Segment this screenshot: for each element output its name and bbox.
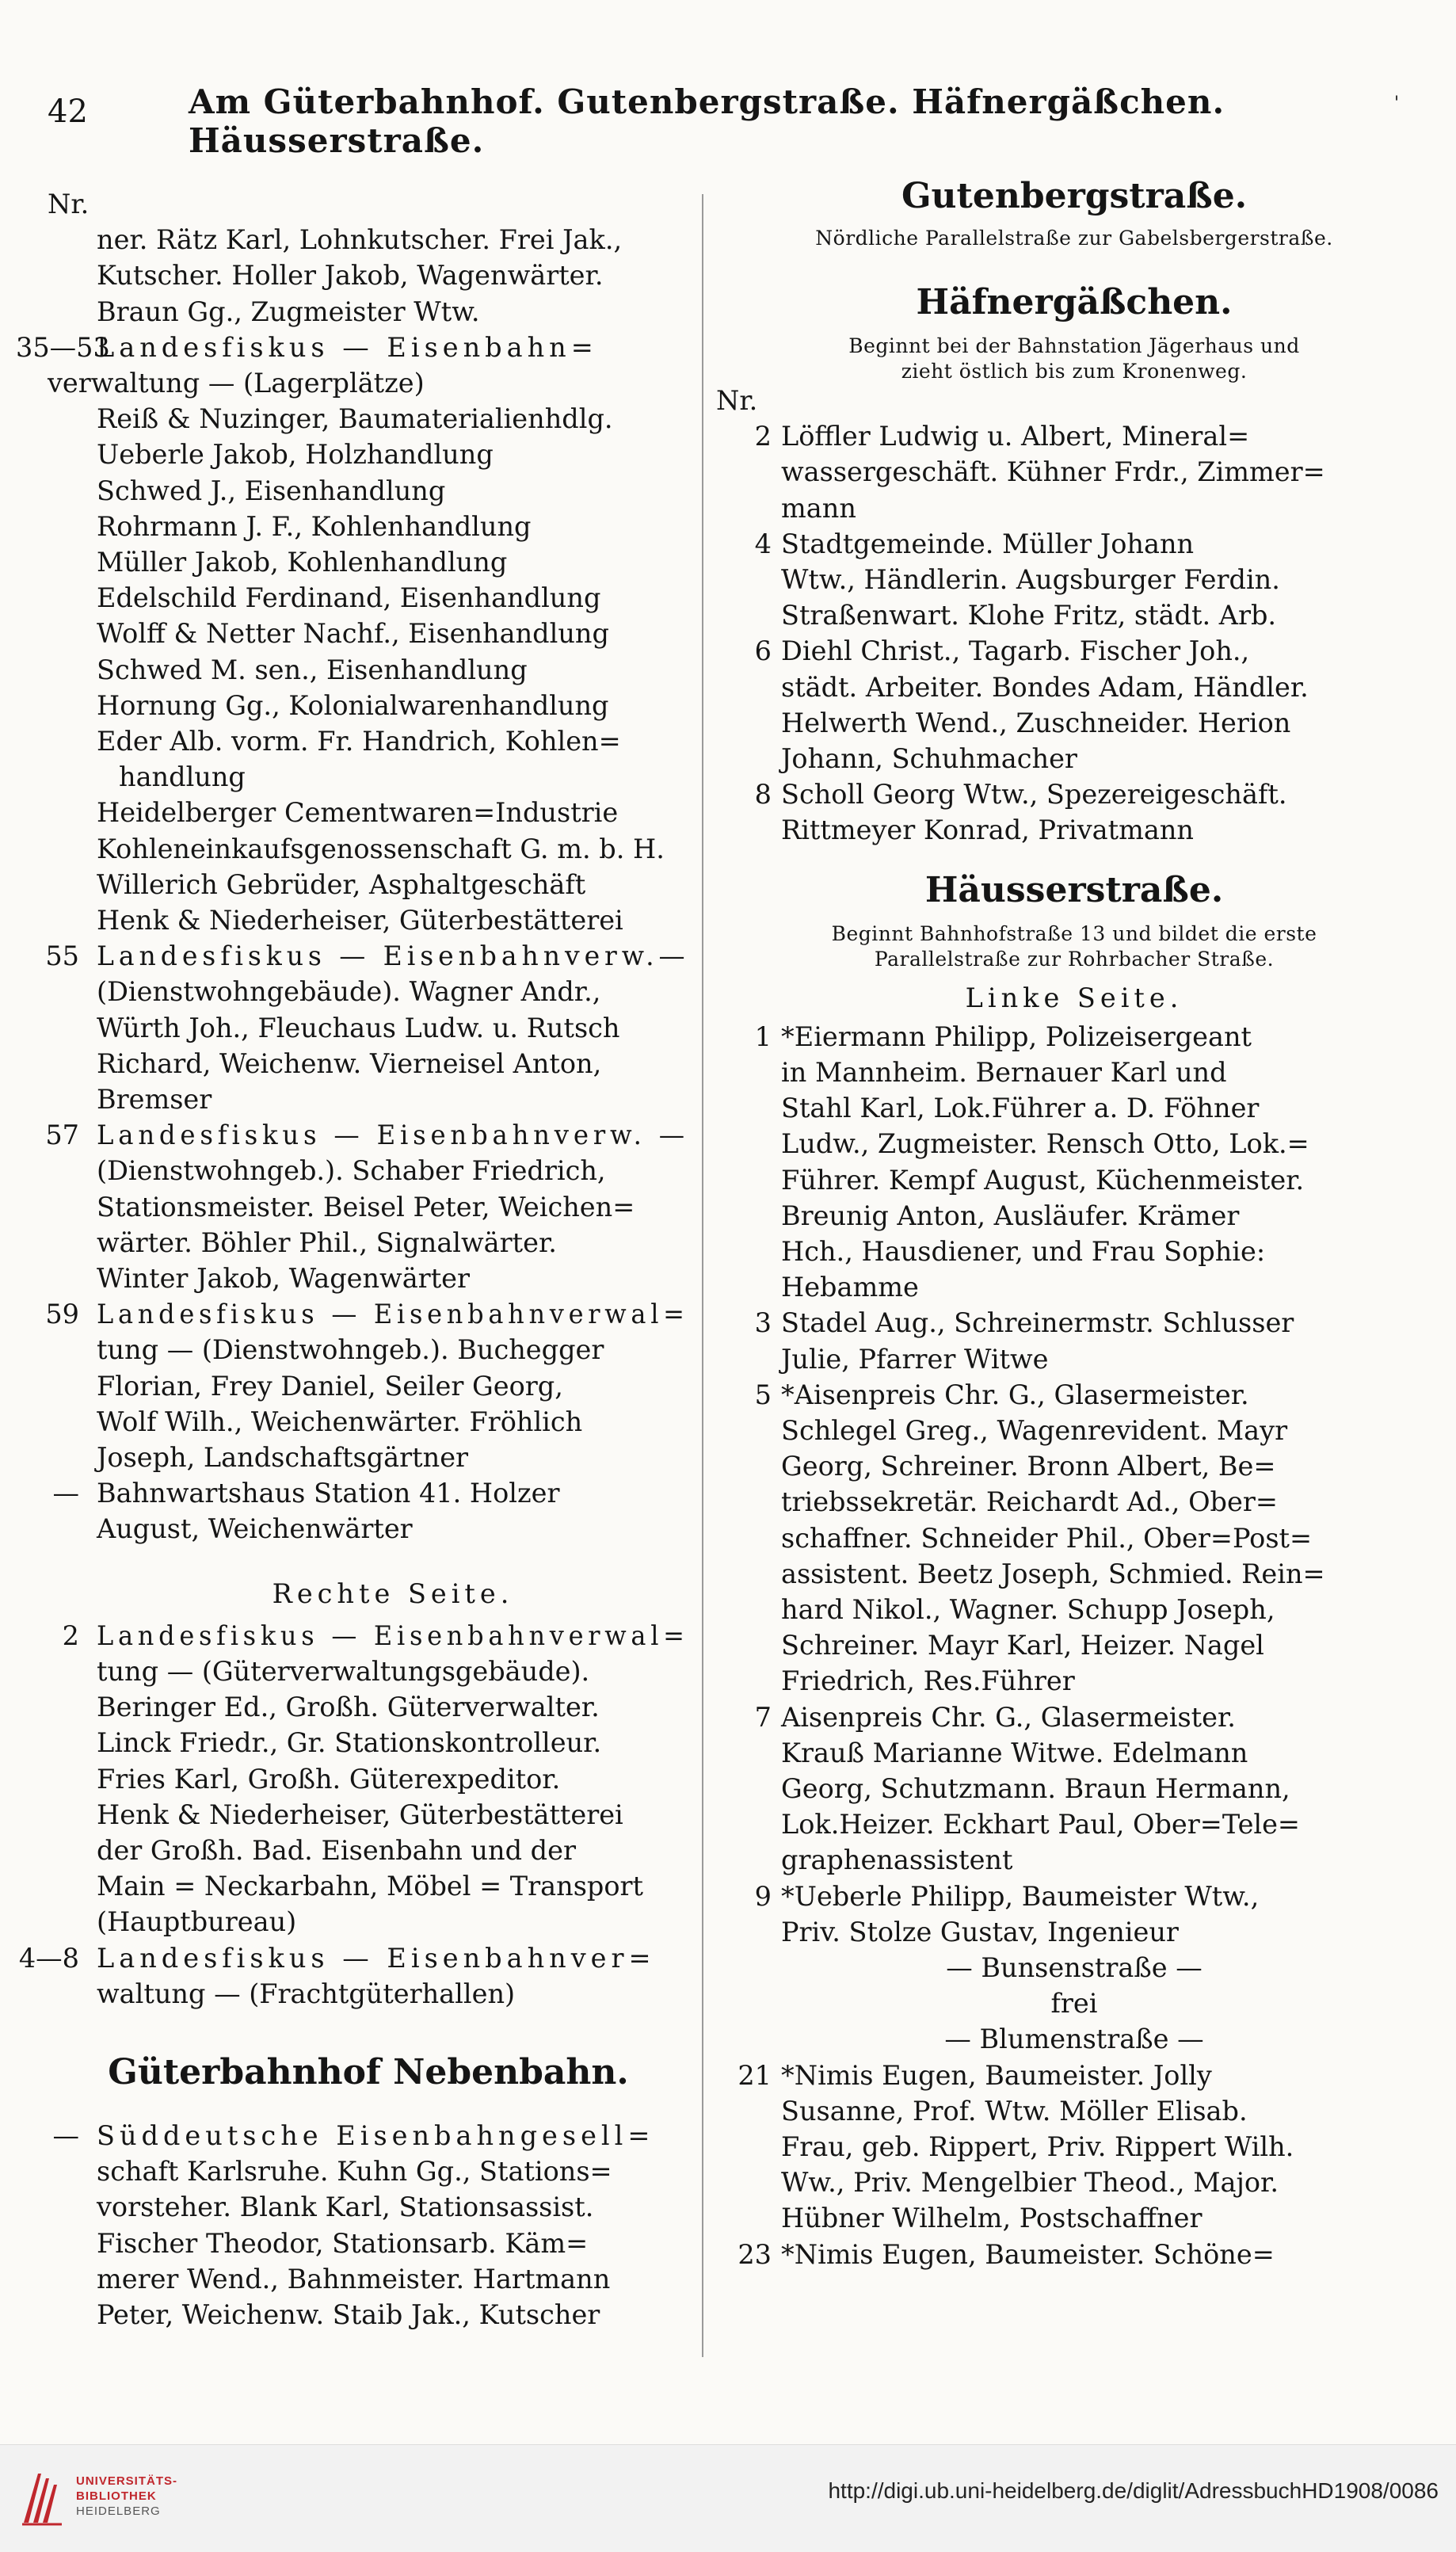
- entry-text: Richard, Weichenw. Vierneisel Anton,: [97, 1047, 602, 1079]
- library-name: [76, 2474, 177, 2519]
- entry-text: Julie, Pfarrer Witwe: [781, 1343, 1049, 1375]
- entry-text: wassergeschäft. Kühner Frdr., Zimmer=: [781, 456, 1325, 488]
- entry-text: Stationsmeister. Beisel Peter, Weichen=: [97, 1191, 635, 1223]
- entry-text: Ludw., Zugmeister. Rensch Otto, Lok.=: [781, 1128, 1309, 1160]
- cross-street-blumenstrasse: — Blumenstraße —: [944, 2024, 1204, 2055]
- entry-text: Kutscher. Holler Jakob, Wagenwärter.: [97, 260, 604, 292]
- house-number: 55: [45, 940, 79, 972]
- right-side-heading: Rechte Seite.: [272, 1577, 514, 1609]
- entry-text: Lok.Heizer. Eckhart Paul, Ober=Tele=: [781, 1809, 1301, 1841]
- entry-text: Main = Neckarbahn, Möbel = Transport: [97, 1871, 643, 1902]
- entry-text: Diehl Christ., Tagarb. Fischer Joh.,: [781, 635, 1250, 667]
- entry-text: Priv. Stolze Gustav, Ingenieur: [781, 1916, 1179, 1947]
- entry-text: Wolf Wilh., Weichenwärter. Fröhlich: [97, 1406, 583, 1437]
- entry-text: Löffler Ludwig u. Albert, Mineral=: [781, 421, 1250, 452]
- cross-street-bunsenstrasse: — Bunsenstraße —: [946, 1952, 1203, 1983]
- entry-text: Hebamme: [781, 1272, 919, 1303]
- entry-text: *Ueberle Philipp, Baumeister Wtw.,: [781, 1880, 1260, 1912]
- entry-text: Straßenwart. Klohe Fritz, städt. Arb.: [781, 600, 1277, 631]
- entry-text: Frau, geb. Rippert, Priv. Rippert Wilh.: [781, 2131, 1294, 2162]
- house-number: 8: [754, 779, 772, 811]
- library-name-line1: UNIVERSITÄTS-: [76, 2474, 178, 2488]
- entry-text: Rittmeyer Konrad, Privatmann: [781, 814, 1194, 846]
- house-number: 21: [738, 2059, 772, 2091]
- haefner-heading: Häfnergäßchen.: [916, 282, 1233, 322]
- entry-text: Peter, Weichenw. Staib Jak., Kutscher: [97, 2299, 600, 2330]
- entry-text: in Mannheim. Bernauer Karl und: [781, 1057, 1227, 1088]
- entry-text: Stadtgemeinde. Müller Johann: [781, 528, 1195, 559]
- house-number: 23: [738, 2238, 772, 2270]
- entry-text: Kohleneinkaufsgenossenschaft G. m. b. H.: [97, 833, 665, 864]
- house-number: 5: [754, 1379, 772, 1410]
- running-title: Am Güterbahnhof. Gutenbergstraße. Häfnergäßchen. Häusserstraße.: [189, 82, 1225, 160]
- entry-text: Schreiner. Mayr Karl, Heizer. Nagel: [781, 1630, 1264, 1661]
- entry-text: Schwed M. sen., Eisenhandlung: [97, 654, 528, 685]
- entry-text: Stahl Karl, Lok.Führer a. D. Föhner: [781, 1093, 1260, 1124]
- entry-text: tung — (Güterverwaltungsgebäude).: [97, 1656, 590, 1687]
- entry-text: Krauß Marianne Witwe. Edelmann: [781, 1737, 1248, 1768]
- entry-text: Aisenpreis Chr. G., Glasermeister.: [781, 1701, 1236, 1733]
- house-number: 7: [754, 1701, 772, 1733]
- entry-text: Fischer Theodor, Stationsarb. Käm=: [97, 2227, 589, 2259]
- entry-text: handlung: [119, 761, 246, 793]
- entry-text: Hch., Hausdiener, und Frau Sophie:: [781, 1236, 1266, 1267]
- entry-text: Landesfiskus — Eisenbahnverw. —: [97, 1120, 689, 1151]
- entry-text: Müller Jakob, Kohlenhandlung: [97, 547, 508, 578]
- source-url-link[interactable]: http://digi.ub.uni-heidelberg.de/diglit/AdressbuchHD1908/0086: [828, 2478, 1439, 2503]
- entry-text: Landesfiskus — Eisenbahnver=: [97, 1942, 656, 1974]
- house-number: 4: [754, 528, 772, 559]
- house-number: 1: [754, 1020, 772, 1052]
- house-number: 3: [754, 1307, 772, 1339]
- entry-text: Wtw., Händlerin. Augsburger Ferdin.: [781, 564, 1280, 595]
- house-number: 2: [62, 1619, 79, 1651]
- entry-text: Bahnwartshaus Station 41. Holzer: [97, 1478, 560, 1509]
- section-heading: Güterbahnhof Nebenbahn.: [108, 2052, 629, 2092]
- footer-bar: [0, 2444, 1456, 2552]
- haefner-description-1: Beginnt bei der Bahnstation Jägerhaus und: [848, 334, 1300, 357]
- haefner-description-2: zieht östlich bis zum Kronenweg.: [901, 360, 1248, 383]
- entry-text: Landesfiskus — Eisenbahn=: [97, 331, 598, 363]
- university-library-logo-icon: [21, 2467, 63, 2527]
- entry-text: (Hauptbureau): [97, 1906, 297, 1938]
- entry-text: Hübner Wilhelm, Postschaffner: [781, 2203, 1203, 2234]
- entry-text: (Dienstwohngeb.). Schaber Friedrich,: [97, 1155, 606, 1187]
- entry-text: Würth Joh., Fleuchaus Ludw. u. Rutsch: [97, 1012, 620, 1043]
- library-name-line3: HEIDELBERG: [76, 2504, 161, 2518]
- entry-text: Schwed J., Eisenhandlung: [97, 475, 446, 506]
- entry-text: Breunig Anton, Ausläufer. Krämer: [781, 1200, 1240, 1231]
- entry-text: Fries Karl, Großh. Güterexpeditor.: [97, 1763, 561, 1795]
- house-number: 59: [45, 1299, 79, 1330]
- haeusser-description-1: Beginnt Bahnhofstraße 13 und bildet die erste: [831, 921, 1317, 945]
- frei-label: frei: [1050, 1988, 1098, 2020]
- entry-text: Helwerth Wend., Zuschneider. Herion: [781, 707, 1291, 738]
- house-number: 2: [754, 421, 772, 452]
- house-number: —: [52, 1478, 79, 1509]
- entry-text: Führer. Kempf August, Küchenmeister.: [781, 1164, 1305, 1196]
- entry-text: Ww., Priv. Mengelbier Theod., Major.: [781, 2167, 1279, 2199]
- entry-text: hard Nikol., Wagner. Schupp Joseph,: [781, 1594, 1275, 1625]
- library-name-line2: BIBLIOTHEK: [76, 2489, 157, 2503]
- entry-text: Florian, Frey Daniel, Seiler Georg,: [97, 1370, 563, 1402]
- entry-text: Johann, Schuhmacher: [781, 743, 1077, 774]
- entry-text: Bremser: [97, 1084, 212, 1115]
- gutenberg-description: Nördliche Parallelstraße zur Gabelsbergerstraße.: [815, 227, 1333, 250]
- entry-text: Reiß & Nuzinger, Baumaterialienhdlg.: [97, 403, 613, 435]
- house-number: —: [52, 2120, 79, 2151]
- entry-text: merer Wend., Bahnmeister. Hartmann: [97, 2263, 611, 2295]
- entry-text: schaffner. Schneider Phil., Ober=Post=: [781, 1522, 1313, 1554]
- entry-text: Beringer Ed., Großh. Güterverwalter.: [97, 1692, 600, 1723]
- entry-text: Hornung Gg., Kolonialwarenhandlung: [97, 689, 609, 721]
- entry-text: wärter. Böhler Phil., Signalwärter.: [97, 1226, 557, 1258]
- right-column: [710, 0, 1439, 2444]
- entry-text: *Nimis Eugen, Baumeister. Jolly: [781, 2059, 1212, 2091]
- entry-text: *Nimis Eugen, Baumeister. Schöne=: [781, 2238, 1275, 2270]
- column-divider: [702, 194, 703, 2357]
- entry-text: triebssekretär. Reichardt Ad., Ober=: [781, 1486, 1278, 1518]
- entry-text: *Aisenpreis Chr. G., Glasermeister.: [781, 1379, 1249, 1410]
- entry-text: städt. Arbeiter. Bondes Adam, Händler.: [781, 671, 1309, 703]
- entry-text: Süddeutsche Eisenbahngesell=: [97, 2120, 655, 2151]
- entry-text: (Dienstwohngebäude). Wagner Andr.,: [97, 976, 601, 1008]
- entry-text: Friedrich, Res.Führer: [781, 1665, 1075, 1697]
- entry-text: mann: [781, 492, 856, 524]
- left-column: [0, 0, 697, 2444]
- entry-text: Stadel Aug., Schreinermstr. Schlusser: [781, 1307, 1294, 1339]
- entry-text: Willerich Gebrüder, Asphaltgeschäft: [97, 868, 586, 900]
- entry-text: Scholl Georg Wtw., Spezereigeschäft.: [781, 779, 1287, 811]
- entry-text: waltung — (Frachtgüterhallen): [97, 1978, 516, 2009]
- haeusser-heading: Häusserstraße.: [924, 869, 1224, 910]
- entry-text: Landesfiskus — Eisenbahnverwal=: [97, 1299, 689, 1330]
- entry-text: Georg, Schreiner. Bronn Albert, Be=: [781, 1451, 1276, 1482]
- entry-text: graphenassistent: [781, 1844, 1013, 1876]
- entry-text: Eder Alb. vorm. Fr. Handrich, Kohlen=: [97, 726, 621, 757]
- house-number: 57: [45, 1120, 79, 1151]
- gutenberg-heading: Gutenbergstraße.: [901, 176, 1248, 216]
- entry-text: assistent. Beetz Joseph, Schmied. Rein=: [781, 1558, 1325, 1589]
- house-number: 6: [754, 635, 772, 667]
- entry-text: ner. Rätz Karl, Lohnkutscher. Frei Jak.,: [97, 224, 623, 256]
- entry-text: August, Weichenwärter: [97, 1513, 413, 1545]
- entry-text: vorsteher. Blank Karl, Stationsassist.: [97, 2192, 594, 2223]
- house-number: 35—53: [16, 331, 110, 363]
- house-number: 9: [754, 1880, 772, 1912]
- entry-text: Winter Jakob, Wagenwärter: [97, 1263, 470, 1294]
- linke-seite-heading: Linke Seite.: [965, 982, 1183, 1013]
- entry-text: Braun Gg., Zugmeister Wtw.: [97, 296, 480, 327]
- entry-text: Edelschild Ferdinand, Eisenhandlung: [97, 582, 601, 614]
- haefner-nr-label: Nr.: [716, 385, 758, 416]
- entry-text: Heidelberger Cementwaren=Industrie: [97, 797, 619, 829]
- entry-text: *Eiermann Philipp, Polizeisergeant: [781, 1020, 1252, 1052]
- house-number: 4—8: [18, 1942, 79, 1974]
- entry-text: schaft Karlsruhe. Kuhn Gg., Stations=: [97, 2156, 612, 2188]
- entry-text: tung — (Dienstwohngeb.). Buchegger: [97, 1334, 604, 1366]
- page-number: 42: [48, 93, 88, 130]
- corner-mark: ': [1393, 93, 1399, 113]
- entry-text: Schlegel Greg., Wagenrevident. Mayr: [781, 1415, 1288, 1446]
- entry-text: verwaltung — (Lagerplätze): [48, 368, 425, 399]
- entry-text: Joseph, Landschaftsgärtner: [97, 1442, 469, 1473]
- entry-text: der Großh. Bad. Eisenbahn und der: [97, 1835, 576, 1866]
- entry-text: Georg, Schutzmann. Braun Hermann,: [781, 1773, 1290, 1804]
- entry-text: Landesfiskus — Eisenbahnverw.—: [97, 940, 690, 972]
- entry-text: Rohrmann J. F., Kohlenhandlung: [97, 510, 532, 542]
- entry-text: Wolff & Netter Nachf., Eisenhandlung: [97, 618, 609, 650]
- nr-label: Nr.: [48, 189, 90, 219]
- entry-text: Henk & Niederheiser, Güterbestätterei: [97, 905, 623, 936]
- entry-text: Landesfiskus — Eisenbahnverwal=: [97, 1619, 689, 1651]
- haeusser-description-2: Parallelstraße zur Rohrbacher Straße.: [874, 947, 1275, 971]
- entry-text: Ueberle Jakob, Holzhandlung: [97, 439, 494, 471]
- entry-text: Susanne, Prof. Wtw. Möller Elisab.: [781, 2095, 1248, 2127]
- entry-text: Linck Friedr., Gr. Stationskontrolleur.: [97, 1727, 602, 1759]
- entry-text: Henk & Niederheiser, Güterbestätterei: [97, 1799, 623, 1830]
